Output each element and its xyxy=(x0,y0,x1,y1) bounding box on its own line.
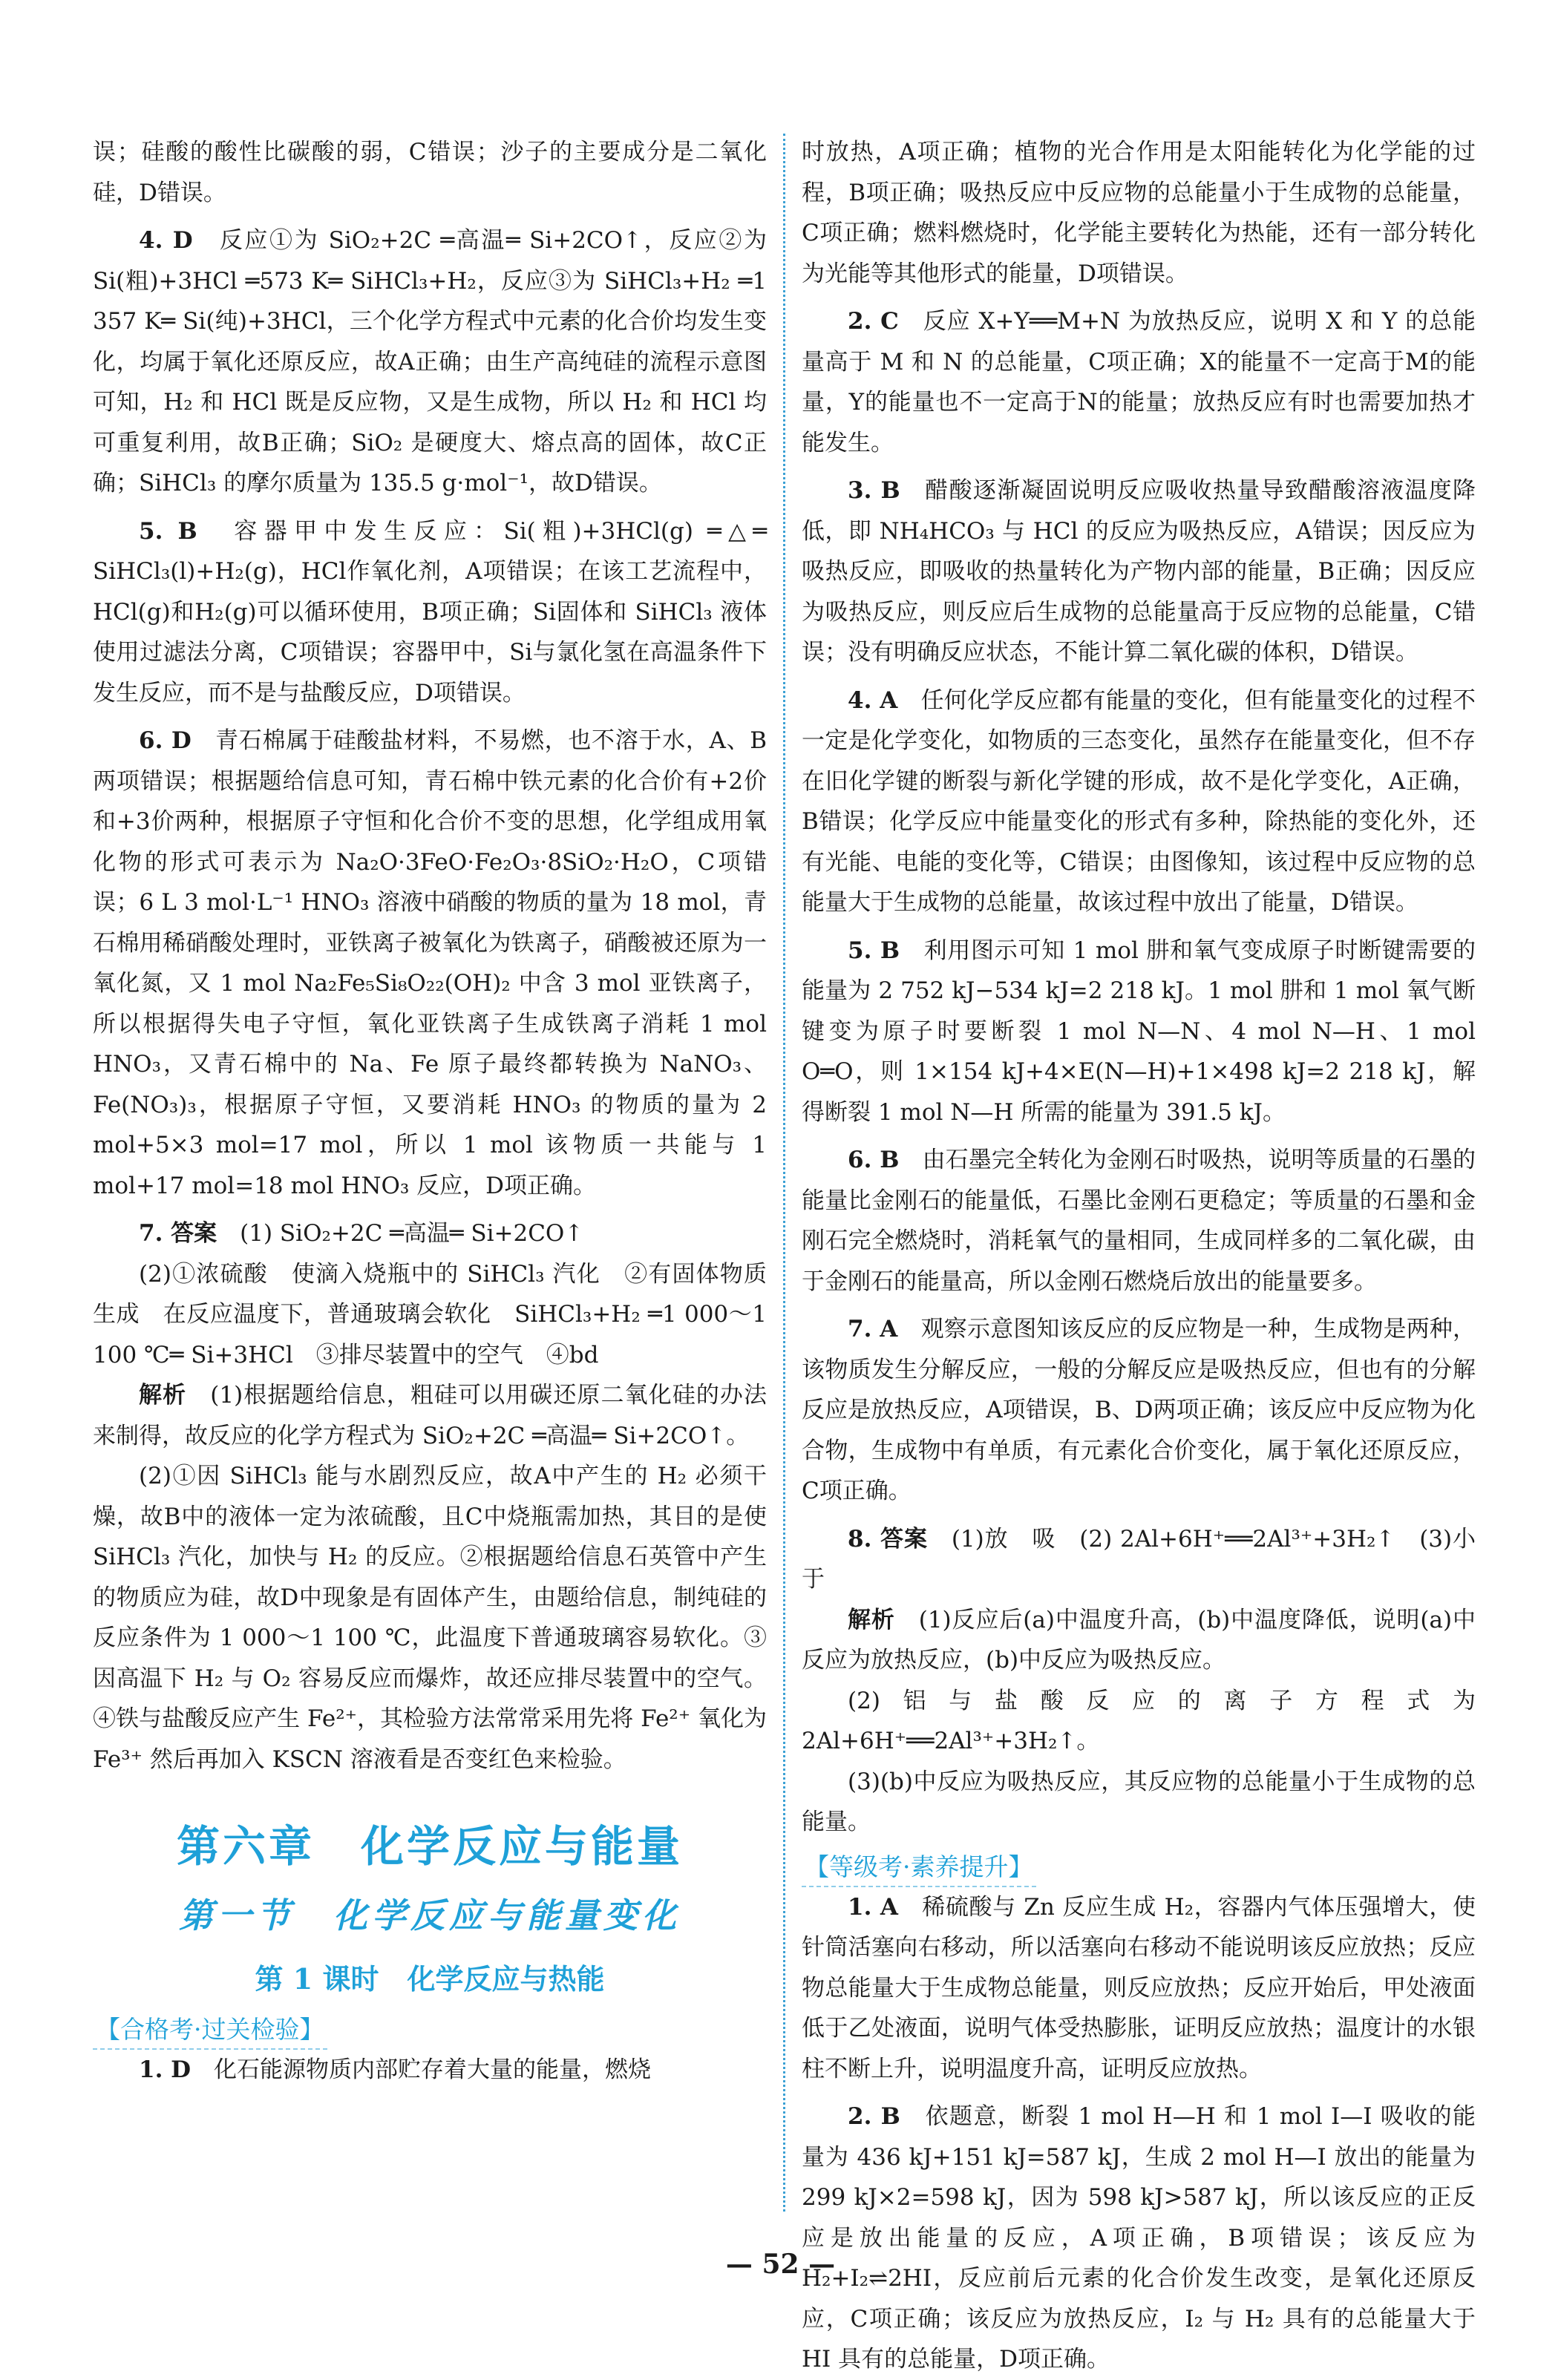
q4-paragraph xyxy=(93,220,767,504)
q4-text: 反应①为 SiO₂+2C ═高温═ Si+2CO↑，反应②为 Si(粗)+3HCl ═573 K═ SiHCl₃+H₂，反应③为 SiHCl₃+H₂ ═1 357 K═ Si(纯)+3HCl，三个化学方程式中元素的化合价均发生变化，均属于氧化还原反应，故A正确；由生产高纯硅的流程示意图可知，H₂ 和 HCl 既是反应物，又是生成物，所以 H₂ 和 HCl 均可重复利用，故B正确；SiO₂ 是硬度大、熔点高的固体，故C正确；SiHCl₃ 的摩尔质量为 135.5 g·mol⁻¹，故D错误。 xyxy=(93,227,767,496)
q1-continuation: 时放热，A项正确；植物的光合作用是太阳能转化为化学能的过程，B项正确；吸热反应中反应物的总能量小于生成物的总能量，C项正确；燃料燃烧时，化学能主要转化为热能，还有一部分转化为光能等其他形式的能量，D项错误。 xyxy=(802,139,1476,287)
chapter-title: 第六章 化学反应与能量 xyxy=(176,1821,683,1872)
q5-number: 5. B xyxy=(139,517,197,545)
r-q3-text: 醋酸逐渐凝固说明反应吸收热量导致醋酸溶液温度降低，即 NH₄HCO₃ 与 HCl 的反应为吸热反应，A错误；因反应为吸热反应，即吸收的热量转化为产物内部的能量，B正确；因反应为吸热反应，则反应后生成物的总能量高于反应物的总能量，C错误；没有明确反应状态，不能计算二氧化碳的体积，D错误。 xyxy=(802,477,1476,666)
q7-answer-2: (2)①浓硫酸 使滴入烧瓶中的 SiHCl₃ 汽化 ②有固体物质生成 在反应温度下，普通玻璃会软化 SiHCl₃+H₂ ═1 000～1 100 ℃═ Si+3HCl ③排尽装置中的空气 ④bd xyxy=(93,1260,767,1368)
q7-number: 7. 答案 xyxy=(139,1220,217,1247)
r-q5-paragraph xyxy=(802,931,1476,1133)
page-number: — 52 — xyxy=(725,2249,836,2280)
q4-number: 4. D xyxy=(139,227,193,254)
q7-answer-1: (1) SiO₂+2C ═高温═ Si+2CO↑ xyxy=(240,1220,584,1247)
left-q1-number: 1. D xyxy=(139,2056,192,2083)
column-divider xyxy=(783,134,785,2212)
r-q4-paragraph xyxy=(802,681,1476,923)
adv-q2-paragraph xyxy=(802,2097,1476,2380)
adv-q1-text: 稀硫酸与 Zn 反应生成 H₂，容器内气体压强增大，使针筒活塞向右移动，所以活塞向右移动不能说明该反应放热；反应物总能量大于生成物总能量，则反应放热；反应开始后，甲处液面低于乙处液面，说明气体受热膨胀，证明反应放热；温度计的水银柱不断上升，说明温度升高，证明反应放热。 xyxy=(802,1893,1476,2082)
r-q2-paragraph xyxy=(802,301,1476,463)
section-tag-advanced: 【等级考·素养提升】 xyxy=(802,1849,1036,1887)
left-column xyxy=(93,132,767,2091)
lesson-title: 第 1 课时 化学反应与热能 xyxy=(255,1962,605,1996)
r-q7-text: 观察示意图知该反应的反应物是一种，生成物是两种，该物质发生分解反应，一般的分解反应是吸热反应，但也有的分解反应是放热反应，A项错误，B、D两项正确；该反应中反应物为化合物，生成物中有单质，有元素化合价变化，属于氧化还原反应，C项正确。 xyxy=(802,1316,1476,1504)
q6-text: 青石棉属于硅酸盐材料，不易燃，也不溶于水，A、B两项错误；根据题给信息可知，青石棉中铁元素的化合价有+2价和+3价两种，根据原子守恒和化合价不变的思想，化学组成用氧化物的形式可表示为 Na₂O·3FeO·Fe₂O₃·8SiO₂·H₂O，C项错误；6 L 3 mol·L⁻¹ HNO₃ 溶液中硝酸的物质的量为 18 mol，青石棉用稀硝酸处理时，亚铁离子被氧化为铁离子，硝酸被还原为一氧化氮，又 1 mol Na₂Fe₅Si₈O₂₂(OH)₂ 中含 3 mol 亚铁离子，所以根据得失电子守恒，氧化亚铁离子生成铁离子消耗 1 mol HNO₃，又青石棉中的 Na、Fe 原子最终都转换为 NaNO₃、Fe(NO₃)₃，根据原子守恒，又要消耗 HNO₃ 的物质的量为 2 mol+5×3 mol=17 mol，所以 1 mol 该物质一共能与 1 mol+17 mol=18 mol HNO₃ 反应，D项正确。 xyxy=(93,727,768,1199)
r-q6-paragraph xyxy=(802,1140,1476,1302)
q7-analysis-2: (2)①因 SiHCl₃ 能与水剧烈反应，故A中产生的 H₂ 必须干燥，故B中的液体一定为浓硫酸，且C中烧瓶需加热，其目的是使 SiHCl₃ 汽化，加快与 H₂ 的反应。②根据题给信息石英管中产生的物质应为硅，故D中现象是有固体产生，由题给信息，制纯硅的反应条件为 1 000～1 100 ℃，此温度下普通玻璃容易软化。③因高温下 H₂ 与 O₂ 容易反应而爆炸，故还应排尽装置中的空气。④铁与盐酸反应产生 Fe²⁺，其检验方法常常采用先将 Fe²⁺ 氧化为 Fe³⁺ 然后再加入 KSCN 溶液看是否变红色来检验。 xyxy=(93,1463,767,1773)
r-q8-analysis-2: (2)铝与盐酸反应的离子方程式为 2Al+6H⁺══2Al³⁺+3H₂↑。 xyxy=(802,1687,1476,1754)
r-q2-text: 反应 X+Y══M+N 为放热反应，说明 X 和 Y 的总能量高于 M 和 N 的总能量，C项正确；X的能量不一定高于M的能量，Y的能量也不一定高于N的能量；放热反应有时也需要加热才能发生。 xyxy=(802,308,1476,456)
r-q8-analysis-1 xyxy=(802,1600,1476,1681)
r-q5-text: 利用图示可知 1 mol 肼和氧气变成原子时断键需要的能量为 2 752 kJ−534 kJ=2 218 kJ。1 mol 肼和 1 mol 氧气断键变为原子时要断裂 1 mol N—N、4 mol N—H、1 mol O═O，则 1×154 kJ+4×E(N—H)+1×498 kJ=2 218 kJ，解得断裂 1 mol N—H 所需的能量为 391.5 kJ。 xyxy=(802,937,1476,1126)
r-q8-answer xyxy=(802,1519,1476,1600)
r-q6-number: 6. B xyxy=(848,1147,900,1173)
left-q1-text: 化石能源物质内部贮存着大量的能量，燃烧 xyxy=(214,2056,652,2083)
q6-paragraph xyxy=(93,721,767,1206)
left-q1-paragraph xyxy=(93,2050,767,2091)
r-q4-text: 任何化学反应都有能量的变化，但有能量变化的过程不一定是化学变化，如物质的三态变化，虽然存在能量变化，但不存在旧化学键的断裂与新化学键的形成，故不是化学变化，A正确，B错误；化学反应中能量变化的形式有多种，除热能的变化外，还有光能、电能的变化等，C错误；由图像知，该过程中反应物的总能量大于生成物的总能量，故该过程中放出了能量，D错误。 xyxy=(802,686,1476,916)
r-q4-number: 4. A xyxy=(848,686,898,714)
adv-q2-text: 依题意，断裂 1 mol H—H 和 1 mol I—I 吸收的能量为 436 kJ+151 kJ=587 kJ，生成 2 mol H—I 放出的能量为 299 kJ×2=598 kJ，因为 598 kJ>587 kJ，所以该反应的正反应是放出能量的反应，A项正确，B项错误；该反应为 H₂+I₂⇌2HI，反应前后元素的化合价发生改变，是氧化还原反应，C项正确；该反应为放热反应，I₂ 与 H₂ 具有的总能量大于 HI 具有的总能量，D项正确。 xyxy=(802,2103,1476,2373)
r-q3-number: 3. B xyxy=(848,477,900,504)
adv-q1-number: 1. A xyxy=(848,1893,898,1921)
q7-answer xyxy=(93,1213,767,1254)
right-column xyxy=(802,132,1476,2380)
r-q7-number: 7. A xyxy=(848,1316,898,1343)
r-q5-number: 5. B xyxy=(848,937,900,964)
adv-q1-paragraph xyxy=(802,1887,1476,2090)
section-title: 第一节 化学反应与能量变化 xyxy=(179,1895,681,1935)
adv-q2-number: 2. B xyxy=(848,2103,900,2130)
r-q8-answer-text: (1)放 吸 (2) 2Al+6H⁺══2Al³⁺+3H₂↑ (3)小于 xyxy=(802,1525,1476,1593)
q5-text: 容器甲中发生反应：Si(粗)+3HCl(g) ═△═ SiHCl₃(l)+H₂(g)，HCl作氧化剂，A项错误；在该工艺流程中，HCl(g)和H₂(g)可以循环使用，B项正确；Si固体和 SiHCl₃ 液体使用过滤法分离，C项错误；容器甲中，Si与氯化氢在高温条件下发生反应，而不是与盐酸反应，D项错误。 xyxy=(93,517,768,707)
intro-paragraph: 误；硅酸的酸性比碳酸的弱，C错误；沙子的主要成分是二氧化硅，D错误。 xyxy=(93,139,767,206)
q7-analysis-1 xyxy=(93,1375,767,1456)
r-q2-number: 2. C xyxy=(848,308,899,335)
section-tag-basic: 【合格考·过关检验】 xyxy=(93,2011,327,2050)
r-q6-text: 由石墨完全转化为金刚石时吸热，说明等质量的石墨的能量比金刚石的能量低，石墨比金刚石更稳定；等质量的石墨和金刚石完全燃烧时，消耗氧气的量相同，生成同样多的二氧化碳，由于金刚石的能量高，所以金刚石燃烧后放出的能量要多。 xyxy=(802,1147,1476,1295)
q6-number: 6. D xyxy=(139,727,192,754)
r-q8-analysis-3: (3)(b)中反应为吸热反应，其反应物的总能量小于生成物的总能量。 xyxy=(802,1768,1476,1835)
q5-paragraph xyxy=(93,511,767,714)
r-q7-paragraph xyxy=(802,1309,1476,1512)
r-q3-paragraph xyxy=(802,471,1476,673)
q7-analysis-label: 解析 xyxy=(139,1382,187,1409)
q7-analysis-text-1: (1)根据题给信息，粗硅可以用碳还原二氧化硅的办法来制得，故反应的化学方程式为 SiO₂+2C ═高温═ Si+2CO↑。 xyxy=(93,1382,768,1449)
r-q8-analysis-label: 解析 xyxy=(848,1606,895,1633)
r-q8-number: 8. 答案 xyxy=(848,1525,928,1553)
r-q8-analysis-text-1: (1)反应后(a)中温度升高，(b)中温度降低，说明(a)中反应为放热反应，(b)中反应为吸热反应。 xyxy=(802,1606,1476,1673)
